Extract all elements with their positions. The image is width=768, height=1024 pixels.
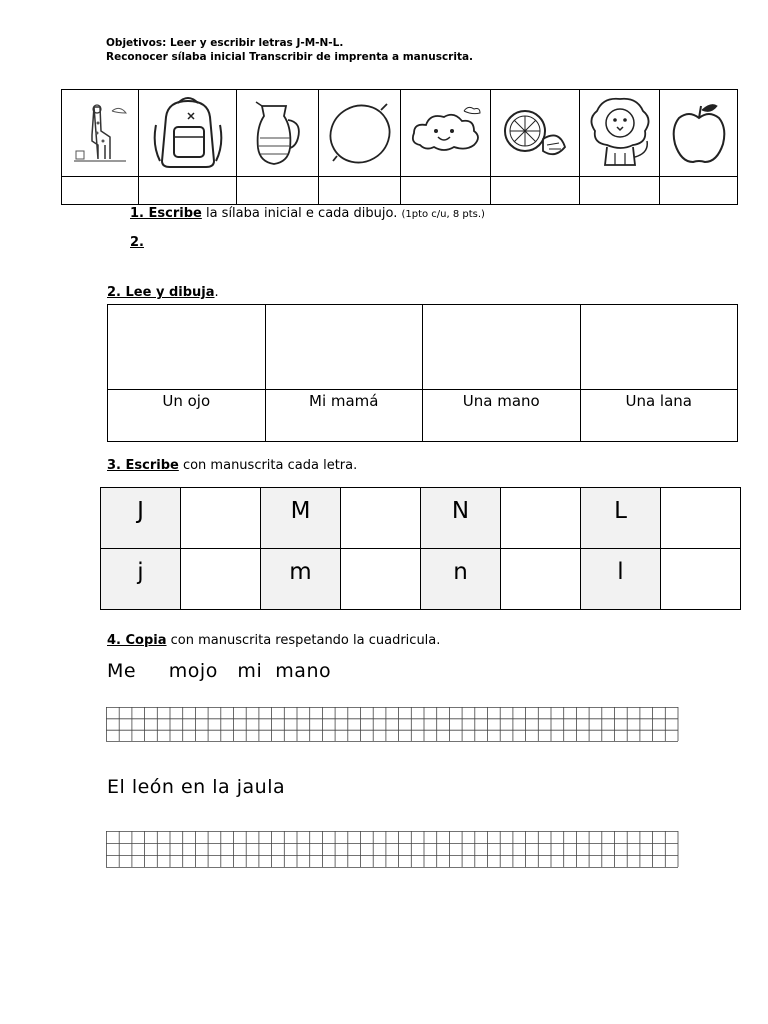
drawing-box[interactable] — [265, 305, 423, 390]
letter-write-cell[interactable] — [501, 549, 581, 610]
draw-table — [107, 304, 738, 442]
syllable-answer-cell[interactable] — [580, 177, 660, 205]
letter-write-cell[interactable] — [661, 488, 741, 549]
copy-sentence-1: Me mojo mi mano — [107, 660, 332, 682]
syllable-answer-cell[interactable] — [237, 177, 319, 205]
task-3-instruction — [107, 458, 357, 473]
syllable-answer-cell[interactable] — [319, 177, 401, 205]
task-1-points: (1pto c/u, 8 pts.) — [401, 209, 485, 220]
apple-icon — [669, 100, 729, 166]
picture-cell — [237, 90, 319, 177]
task-2-instruction — [107, 285, 219, 300]
letter-upper: N — [421, 488, 501, 549]
cloud-icon — [406, 105, 486, 161]
drawing-label: Mi mamá — [265, 390, 423, 442]
syllable-answer-cell[interactable] — [660, 177, 738, 205]
task-1-text: la sílaba inicial e cada dibujo. — [201, 206, 402, 221]
lemon-icon — [323, 98, 397, 168]
drawing-box[interactable] — [108, 305, 266, 390]
task-1-extra — [130, 235, 144, 250]
letter-upper: M — [261, 488, 341, 549]
jug-icon — [248, 98, 308, 168]
orange-slices-icon — [499, 105, 571, 161]
syllable-answer-cell[interactable] — [491, 177, 580, 205]
picture-cell — [62, 90, 139, 177]
task-4-heading: 4. Copia — [107, 633, 167, 648]
drawing-label: Una lana — [580, 390, 738, 442]
task-4-text: con manuscrita respetando la cuadricula. — [166, 633, 441, 648]
picture-cell — [660, 90, 738, 177]
syllable-answer-cell[interactable] — [139, 177, 237, 205]
handwriting-grid-1[interactable] — [106, 707, 680, 743]
drawing-label: Una mano — [423, 390, 581, 442]
objectives-line-2: Reconocer sílaba inicial Transcribir de imprenta a manuscrita. — [106, 51, 474, 63]
task-1-heading: 1. Escribe — [130, 206, 202, 221]
task-1-extra-label: 2. — [130, 235, 144, 250]
letter-write-cell[interactable] — [661, 549, 741, 610]
task-2-heading: 2. Lee y dibuja — [107, 285, 215, 300]
letters-table — [100, 487, 741, 610]
syllable-answer-cell[interactable] — [401, 177, 491, 205]
picture-cell — [319, 90, 401, 177]
letter-write-cell[interactable] — [181, 488, 261, 549]
handwriting-grid-2[interactable] — [106, 831, 680, 869]
letter-upper: L — [581, 488, 661, 549]
syllable-answer-cell[interactable] — [62, 177, 139, 205]
task-3-heading: 3. Escribe — [107, 458, 179, 473]
copy-sentence-2: El león en la jaula — [107, 776, 286, 798]
task-4-instruction — [107, 633, 440, 648]
letter-write-cell[interactable] — [341, 549, 421, 610]
picture-cell — [580, 90, 660, 177]
letter-write-cell[interactable] — [341, 488, 421, 549]
letter-lower: m — [261, 549, 341, 610]
picture-cell — [139, 90, 237, 177]
letter-lower: l — [581, 549, 661, 610]
letter-lower: n — [421, 549, 501, 610]
drawing-label: Un ojo — [108, 390, 266, 442]
task-2-suffix: . — [214, 285, 219, 300]
picture-cell — [401, 90, 491, 177]
backpack-icon — [148, 95, 228, 171]
pictures-table — [61, 89, 738, 205]
objectives-line-1: Objetivos: Leer y escribir letras J-M-N-L. — [106, 37, 344, 49]
task-1-instruction — [130, 206, 485, 221]
letter-write-cell[interactable] — [181, 549, 261, 610]
drawing-box[interactable] — [580, 305, 738, 390]
task-3-text: con manuscrita cada letra. — [178, 458, 358, 473]
lion-icon — [585, 95, 655, 171]
letter-upper: J — [101, 488, 181, 549]
letter-lower: j — [101, 549, 181, 610]
drawing-box[interactable] — [423, 305, 581, 390]
letter-write-cell[interactable] — [501, 488, 581, 549]
picture-cell — [491, 90, 580, 177]
giraffe-icon — [70, 101, 130, 165]
